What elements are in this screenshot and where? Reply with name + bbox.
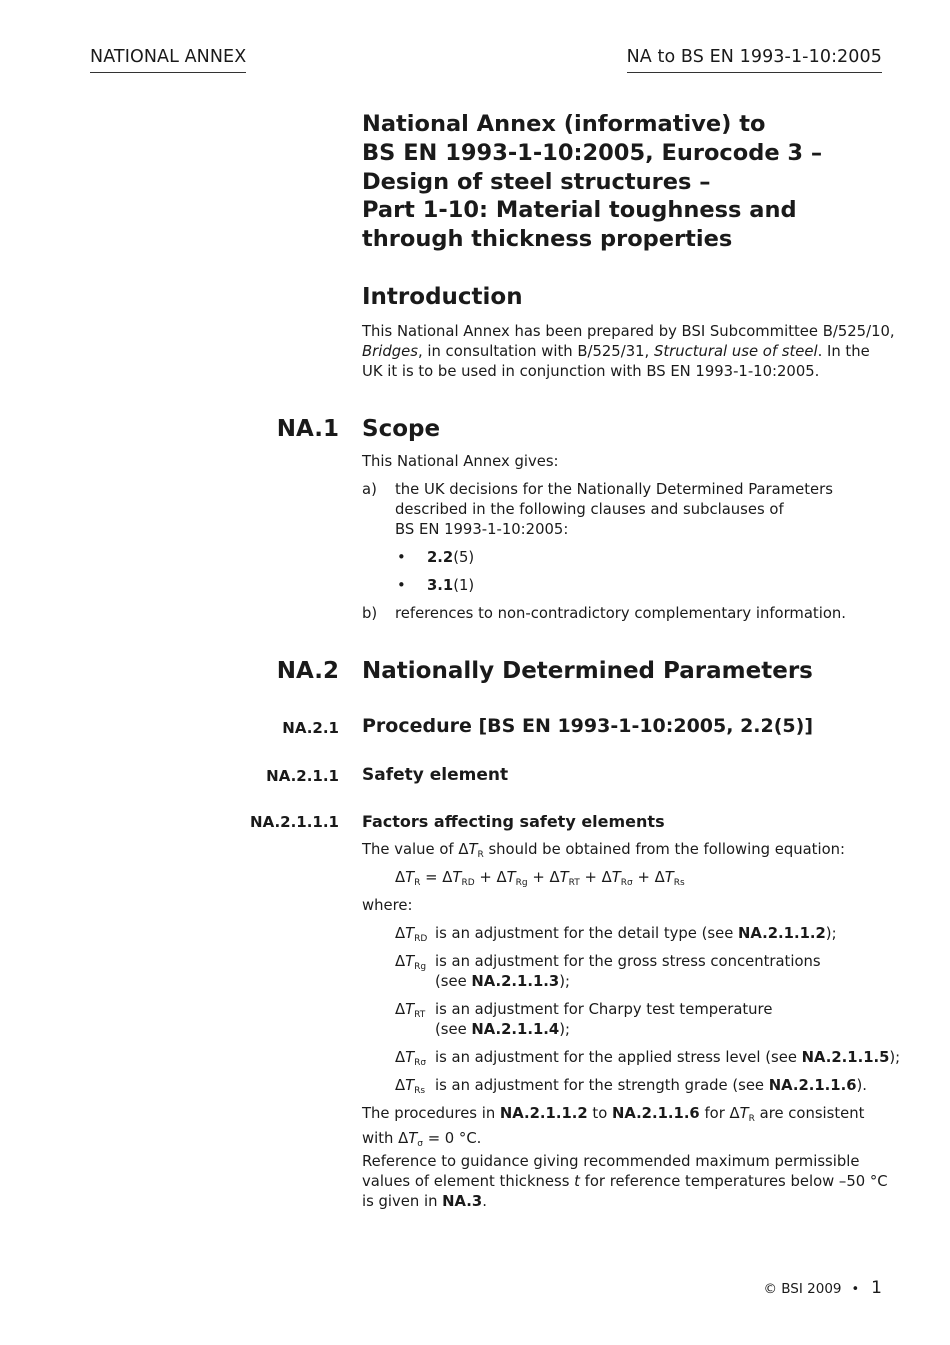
T-symbol: T	[452, 869, 462, 886]
definition-symbol	[395, 924, 427, 949]
T-symbol: T	[405, 1049, 415, 1066]
delta-symbol: Δ	[395, 1077, 406, 1094]
bullet: •	[397, 549, 406, 566]
text-line: Reference to guidance giving recommended maximum permissible	[362, 1153, 860, 1170]
italic-symbol: t	[574, 1173, 580, 1190]
plus-sign: +	[479, 869, 492, 886]
subscript: Rσ	[414, 1058, 427, 1068]
subsection-number: NA.2.1.1.1	[250, 813, 339, 831]
introduction-heading: Introduction	[362, 284, 523, 310]
subscript: Rg	[515, 878, 528, 888]
text: = 0 °C.	[423, 1130, 482, 1147]
subscript: RT	[568, 878, 580, 888]
delta-symbol: Δ	[458, 841, 469, 858]
clause-sub: (1)	[453, 577, 475, 594]
delta-symbol: Δ	[398, 1130, 409, 1147]
intro-line: UK it is to be used in conjunction with BS EN 1993-1-10:2005.	[362, 363, 820, 380]
definition-text	[435, 1000, 895, 1040]
text: ).	[856, 1077, 867, 1094]
text-line	[362, 1104, 902, 1129]
title-line: Part 1-10: Material toughness and	[362, 197, 797, 224]
definition-symbol	[395, 1076, 425, 1101]
delta-symbol: Δ	[395, 925, 406, 942]
delta-symbol: Δ	[729, 1105, 740, 1122]
delta-symbol: Δ	[654, 869, 665, 886]
delta-symbol: Δ	[395, 869, 406, 886]
text: (see	[435, 973, 472, 990]
section-title: Nationally Determined Parameters	[362, 658, 813, 684]
text: );	[559, 973, 570, 990]
text: is an adjustment for the applied stress level (see	[435, 1049, 802, 1066]
text: is given in	[362, 1193, 443, 1210]
subscript: Rs	[414, 1086, 426, 1096]
subscript: σ	[417, 1139, 423, 1149]
subsection-title: Safety element	[362, 765, 509, 785]
list-line: the UK decisions for the Nationally Determined Parameters	[395, 481, 833, 498]
list-item-b: references to non-contradictory complementary information.	[395, 605, 846, 622]
document-title	[362, 110, 902, 254]
bullet-item	[427, 548, 474, 568]
procedures-paragraph	[362, 1104, 902, 1154]
clause-ref: NA.2.1.1.3	[471, 973, 560, 990]
definition-text	[435, 1048, 905, 1068]
text: );	[825, 925, 837, 942]
running-header-left: NATIONAL ANNEX	[90, 46, 246, 73]
copyright: © BSI 2009	[763, 1281, 842, 1297]
clause-ref: 2.2	[427, 549, 454, 566]
reference-paragraph	[362, 1152, 902, 1212]
definition-text	[435, 952, 895, 992]
text: should be obtained from the following equation:	[483, 841, 846, 858]
text: values of element thickness	[362, 1173, 575, 1190]
list-line: BS EN 1993-1-10:2005:	[395, 521, 569, 538]
text: is an adjustment for Charpy test temperature	[435, 1001, 773, 1018]
subscript: RD	[414, 934, 428, 944]
scope-intro: This National Annex gives:	[362, 453, 559, 470]
T-symbol: T	[611, 869, 621, 886]
plus-sign: +	[637, 869, 650, 886]
equals-sign: =	[425, 869, 438, 886]
T-symbol: T	[405, 1001, 415, 1018]
subsection-title: Factors affecting safety elements	[362, 812, 665, 831]
text: );	[889, 1049, 901, 1066]
clause-sub: (5)	[453, 549, 475, 566]
text: to	[587, 1105, 612, 1122]
text: is an adjustment for the strength grade (see	[435, 1077, 769, 1094]
separator-dot: •	[851, 1282, 860, 1297]
intro-text: . In the	[817, 343, 870, 360]
plus-sign: +	[584, 869, 597, 886]
text-line	[435, 1020, 895, 1040]
page-footer	[763, 1278, 882, 1298]
T-symbol: T	[405, 953, 415, 970]
intro-italic: Bridges	[362, 343, 418, 360]
definition-text	[435, 1076, 895, 1096]
subscript: RD	[461, 878, 475, 888]
bullet-item	[427, 576, 474, 596]
intro-line: This National Annex has been prepared by BSI Subcommittee B/525/10,	[362, 323, 895, 340]
T-symbol: T	[405, 1077, 415, 1094]
list-label: a)	[362, 481, 377, 498]
text: .	[482, 1193, 487, 1210]
title-line: National Annex (informative) to	[362, 111, 766, 137]
clause-ref: NA.2.1.1.2	[499, 1105, 588, 1122]
text: );	[559, 1021, 570, 1038]
definition-symbol	[395, 952, 426, 977]
text: The value of	[362, 841, 459, 858]
text: The procedures in	[362, 1105, 500, 1122]
clause-ref: NA.3	[442, 1193, 483, 1210]
text-line	[362, 1172, 902, 1192]
section-number: NA.1	[276, 416, 339, 442]
title-line: Design of steel structures –	[362, 168, 711, 195]
clause-ref: NA.2.1.1.6	[768, 1077, 857, 1094]
definition-symbol	[395, 1000, 425, 1025]
definition-text	[435, 924, 895, 944]
introduction-paragraph	[362, 322, 902, 382]
page-number: 1	[871, 1278, 882, 1298]
subsection-number: NA.2.1	[282, 719, 339, 737]
delta-symbol: Δ	[442, 869, 453, 886]
title-line: through thickness properties	[362, 226, 733, 253]
definition-symbol	[395, 1048, 426, 1073]
clause-ref: NA.2.1.1.5	[801, 1049, 890, 1066]
bullet: •	[397, 577, 406, 594]
T-symbol: T	[405, 925, 415, 942]
subscript: Rσ	[620, 878, 633, 888]
delta-symbol: Δ	[395, 1001, 406, 1018]
delta-symbol: Δ	[395, 953, 406, 970]
text: with	[362, 1130, 399, 1147]
clause-ref: NA.2.1.1.2	[738, 925, 826, 942]
T-symbol: T	[408, 1130, 418, 1147]
subscript: Rg	[414, 962, 427, 972]
text: are consistent	[754, 1105, 865, 1122]
text: for reference temperatures below –50 °C	[579, 1173, 888, 1190]
text: for	[699, 1105, 730, 1122]
delta-symbol: Δ	[395, 1049, 406, 1066]
running-header-right: NA to BS EN 1993-1-10:2005	[627, 46, 882, 73]
title-line: BS EN 1993-1-10:2005, Eurocode 3 –	[362, 139, 823, 166]
delta-symbol: Δ	[601, 869, 612, 886]
subscript: Rs	[673, 878, 685, 888]
text: is an adjustment for the detail type (see	[435, 925, 739, 942]
text-line	[435, 972, 895, 992]
text: is an adjustment for the gross stress concentrations	[435, 953, 821, 970]
subscript: R	[748, 1114, 755, 1124]
clause-ref: 3.1	[427, 577, 454, 594]
T-symbol: T	[739, 1105, 749, 1122]
delta-symbol: Δ	[549, 869, 560, 886]
T-symbol: T	[559, 869, 569, 886]
section-title: Scope	[362, 416, 441, 442]
T-symbol: T	[664, 869, 674, 886]
intro-italic: Structural use of steel	[653, 343, 818, 360]
clause-ref: NA.2.1.1.4	[471, 1021, 560, 1038]
delta-symbol: Δ	[496, 869, 507, 886]
text: (see	[435, 1021, 472, 1038]
text-line	[362, 1192, 902, 1212]
subsection-title: Procedure [BS EN 1993-1-10:2005, 2.2(5)]	[362, 715, 814, 737]
intro-text: , in consultation with B/525/31,	[417, 343, 654, 360]
text-line	[362, 1129, 902, 1154]
subsection-number: NA.2.1.1	[266, 767, 339, 785]
list-item-a	[395, 480, 875, 540]
list-line: described in the following clauses and subclauses of	[395, 501, 784, 518]
plus-sign: +	[532, 869, 545, 886]
subscript: RT	[414, 1010, 426, 1020]
subscript: R	[414, 878, 421, 888]
T-symbol: T	[405, 869, 415, 886]
T-symbol: T	[506, 869, 516, 886]
subscript: R	[477, 850, 484, 860]
list-label: b)	[362, 605, 378, 622]
equation-intro	[362, 840, 902, 865]
T-symbol: T	[468, 841, 478, 858]
where-label: where:	[362, 897, 413, 914]
clause-ref: NA.2.1.1.6	[611, 1105, 700, 1122]
intro-line	[362, 342, 902, 362]
equation	[395, 868, 685, 893]
section-number: NA.2	[276, 658, 339, 684]
